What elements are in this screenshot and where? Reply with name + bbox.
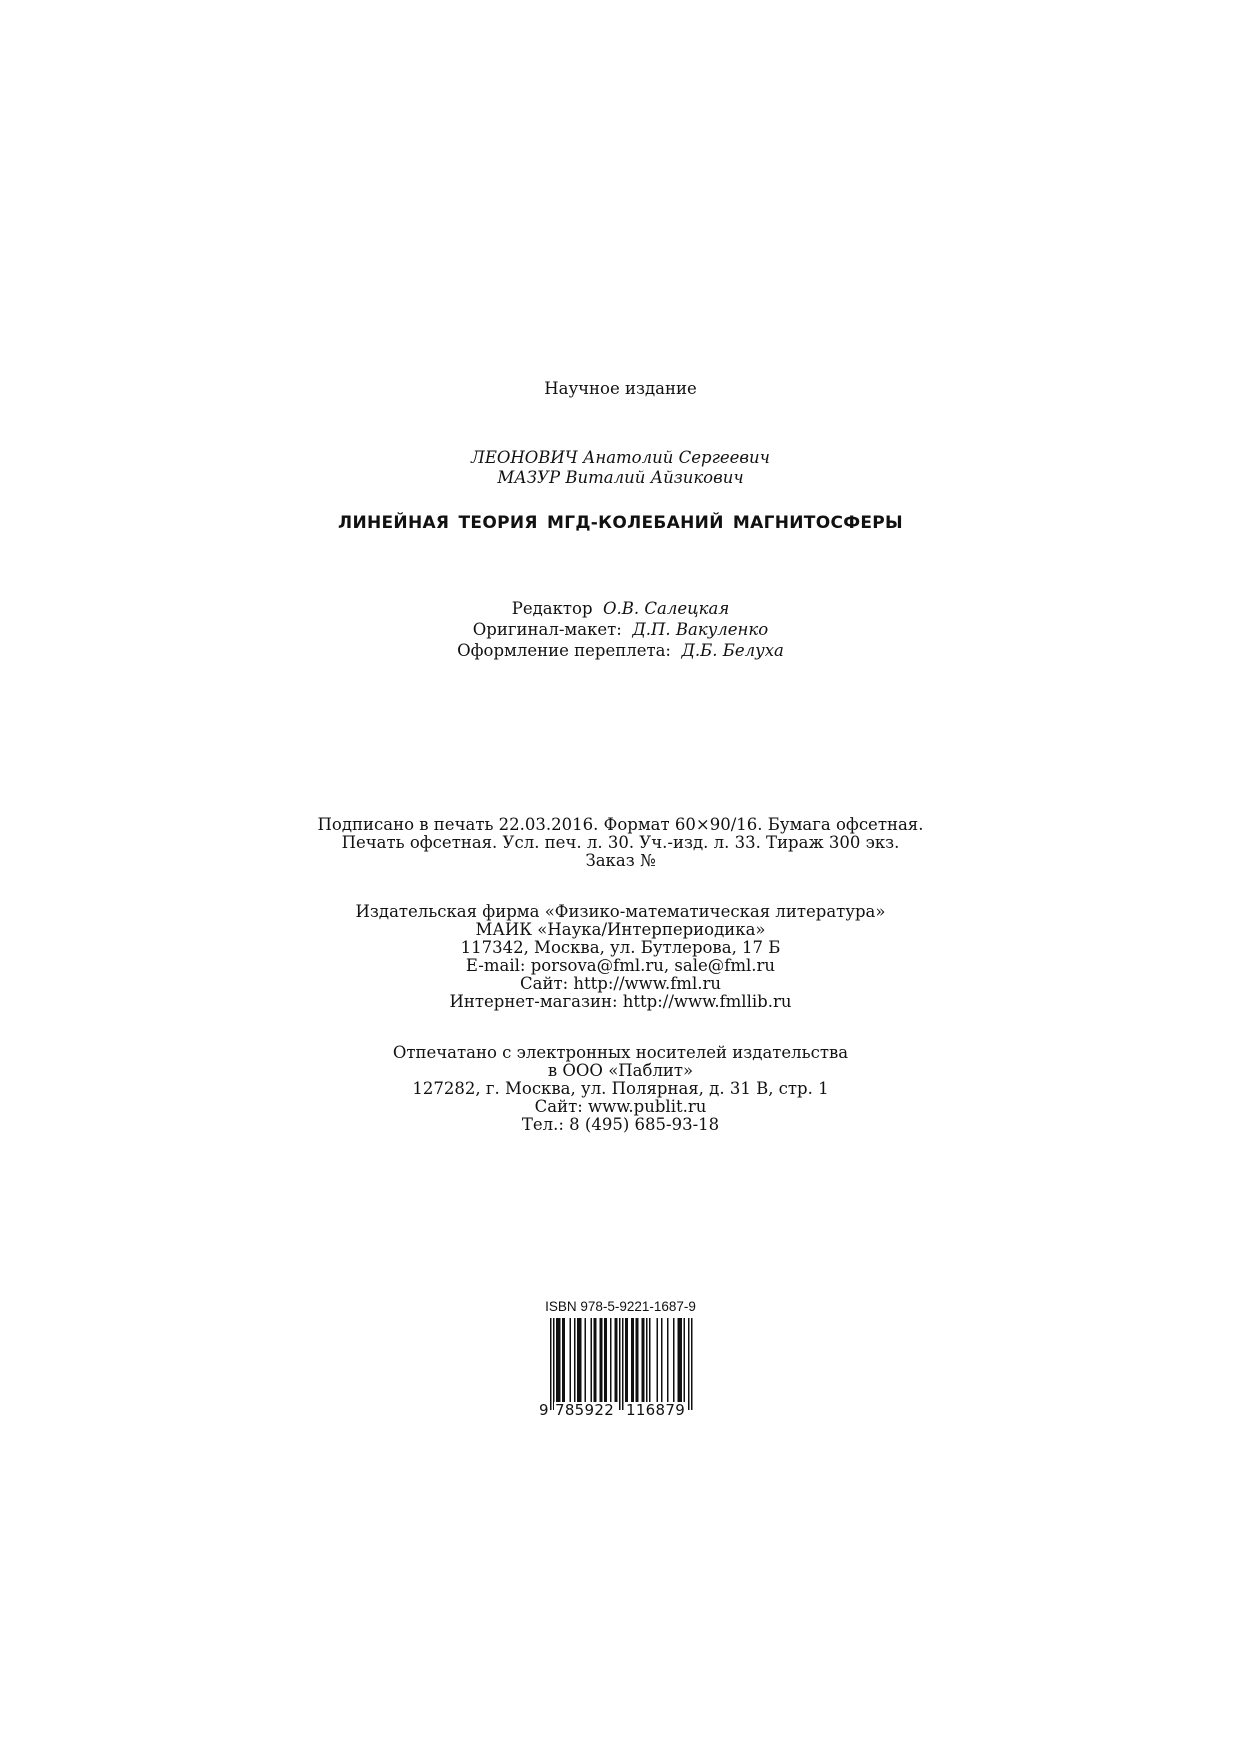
barcode-bar xyxy=(600,1318,602,1402)
isbn-barcode xyxy=(539,1318,700,1419)
credit-editor xyxy=(0,598,1241,620)
barcode-bar xyxy=(559,1318,561,1402)
barcode-bar xyxy=(642,1318,644,1402)
barcode-bar xyxy=(681,1318,683,1402)
barcode-bar xyxy=(684,1318,686,1402)
publisher-line: Издательская фирма «Физико-математическая литература» xyxy=(355,902,886,921)
barcode-bar xyxy=(661,1318,663,1402)
barcode-bar xyxy=(646,1318,648,1402)
author-surname: МАЗУР xyxy=(497,468,561,487)
print-info-line: Заказ № xyxy=(585,851,656,870)
author-given-name: Виталий Айзикович xyxy=(565,468,744,487)
barcode-guard-bar xyxy=(622,1318,624,1410)
publisher-line: Интернет-магазин: http://www.fmllib.ru xyxy=(449,992,792,1011)
barcode-bar xyxy=(580,1318,582,1402)
barcode-bar xyxy=(616,1318,618,1402)
barcode-graphic xyxy=(542,1318,700,1410)
barcode-guard-bar xyxy=(553,1318,555,1410)
barcode-bar xyxy=(657,1318,659,1402)
barcode-bar xyxy=(604,1318,606,1402)
barcode-bar xyxy=(556,1318,558,1402)
print-info-line: Подписано в печать 22.03.2016. Формат 60×90/16. Бумага офсетная. xyxy=(317,815,924,834)
barcode-bar xyxy=(606,1318,608,1402)
credit-cover xyxy=(0,640,1241,662)
author-line xyxy=(0,447,1241,469)
barcode-bar xyxy=(558,1318,560,1402)
barcode-bar xyxy=(636,1318,638,1402)
author-line xyxy=(0,467,1241,489)
publisher-line: E-mail: porsova@fml.ru, sale@fml.ru xyxy=(465,956,776,975)
publisher-line: МАИК «Наука/Интерпериодика» xyxy=(475,920,766,939)
barcode-bar xyxy=(591,1318,593,1402)
printer-line: 127282, г. Москва, ул. Полярная, д. 31 В, стр. 1 xyxy=(412,1079,829,1098)
barcode-bar xyxy=(649,1318,651,1402)
barcode-bar xyxy=(585,1318,587,1402)
barcode-guard-bar xyxy=(550,1318,552,1410)
barcode-bar xyxy=(610,1318,612,1402)
printer-line: Отпечатано с электронных носителей издательства xyxy=(392,1043,849,1062)
barcode-bar xyxy=(643,1318,645,1402)
barcode-bar xyxy=(615,1318,617,1402)
barcode-bar xyxy=(595,1318,597,1402)
barcode-bar xyxy=(601,1318,603,1402)
barcode-bar xyxy=(667,1318,669,1402)
author-surname: ЛЕОНОВИЧ xyxy=(471,448,578,467)
printer-line: Сайт: www.publit.ru xyxy=(534,1097,707,1116)
series-label: Научное издание xyxy=(544,379,697,398)
barcode-guard-bar xyxy=(619,1318,621,1410)
isbn-label: ISBN 978-5-9221-1687-9 xyxy=(545,1299,696,1314)
credit-role: Оформление переплета: xyxy=(457,641,671,660)
barcode-guard-bar xyxy=(688,1318,690,1410)
barcode-bar xyxy=(570,1318,572,1402)
barcode-digit-group: 9 xyxy=(539,1401,549,1419)
barcode-bar xyxy=(562,1318,564,1402)
barcode-bar xyxy=(673,1318,675,1402)
publisher-line: Сайт: http://www.fml.ru xyxy=(520,974,721,993)
printer-line: в ООО «Паблит» xyxy=(547,1061,694,1080)
barcode-bar xyxy=(564,1318,566,1402)
credit-role: Редактор xyxy=(511,599,593,618)
barcode-bar xyxy=(625,1318,627,1402)
barcode-guard-bar xyxy=(691,1318,693,1410)
barcode-bar xyxy=(594,1318,596,1402)
barcode-bar xyxy=(637,1318,639,1402)
barcode-digit-group: 785922 xyxy=(555,1401,615,1419)
barcode-digit-group: 116879 xyxy=(626,1401,686,1419)
publisher-line: 117342, Москва, ул. Бутлерова, 17 Б xyxy=(460,938,781,957)
barcode-bar xyxy=(678,1318,680,1402)
barcode-bar xyxy=(679,1318,681,1402)
credit-name: О.В. Салецкая xyxy=(603,599,730,618)
credit-role: Оригинал-макет: xyxy=(472,620,622,639)
author-given-name: Анатолий Сергеевич xyxy=(582,448,770,467)
book-title: ЛИНЕЙНАЯ ТЕОРИЯ МГД-КОЛЕБАНИЙ МАГНИТОСФЕРЫ xyxy=(338,513,903,533)
barcode-bar xyxy=(631,1318,633,1402)
barcode-bar xyxy=(577,1318,579,1402)
barcode-bar xyxy=(627,1318,629,1402)
print-info-line: Печать офсетная. Усл. печ. л. 30. Уч.-изд. л. 33. Тираж 300 экз. xyxy=(341,833,900,852)
barcode-bar xyxy=(574,1318,576,1402)
barcode-bar xyxy=(633,1318,635,1402)
credit-name: Д.П. Вакуленко xyxy=(632,620,769,639)
credit-layout xyxy=(0,619,1241,641)
printer-line: Тел.: 8 (495) 685-93-18 xyxy=(521,1115,720,1134)
credit-name: Д.Б. Белуха xyxy=(681,641,784,660)
barcode-bar xyxy=(579,1318,581,1402)
